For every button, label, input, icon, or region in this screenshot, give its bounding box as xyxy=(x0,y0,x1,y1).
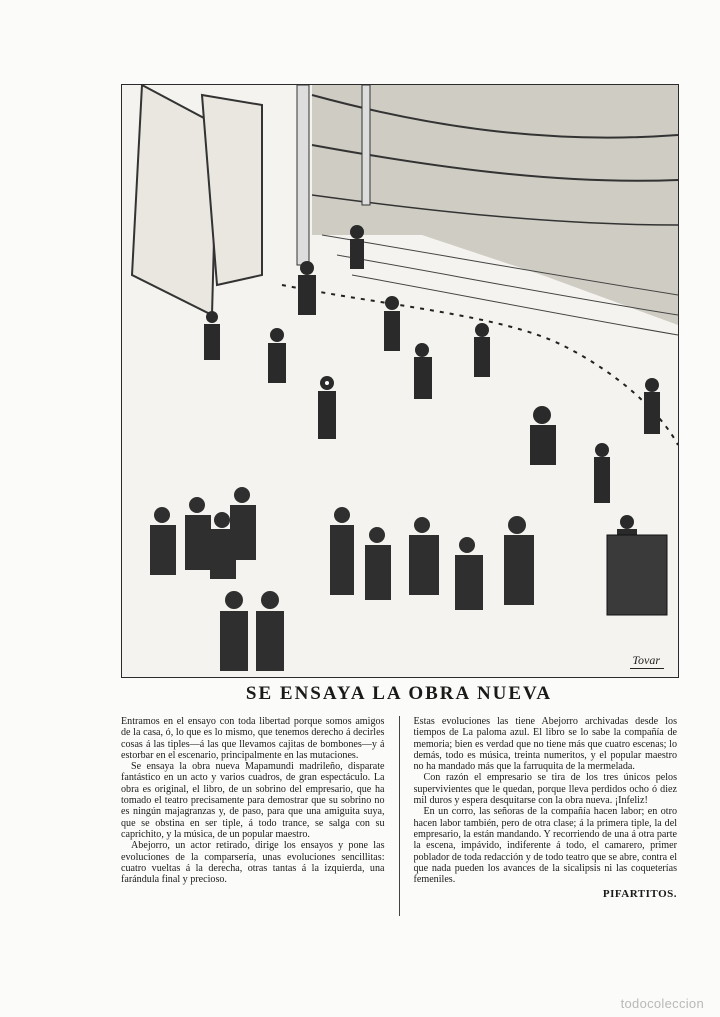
paragraph: Con razón el empresario se tira de los tres únicos pelos supervivientes que le quedan, porque lleva perdidos ocho ó diez mil duros y espera desquitarse con la obra nueva. ¡Infeliz! xyxy=(413,772,677,807)
artist-signature: Tovar xyxy=(630,653,664,669)
paragraph: Estas evoluciones las tiene Abejorro archivadas desde los tiempos de La paloma azul. El libro se lo sabe la compañía de memoria; bien es verdad que no tiene más que cuatro escenas; lo demás, todo es música, treinta numeritos, y el popular maestro no ha mandado más que la farruquita de la mermelada. xyxy=(413,716,677,773)
article-column-left xyxy=(121,716,385,916)
article-title: SE ENSAYA LA OBRA NUEVA xyxy=(245,683,553,704)
paragraph: En un corro, las señoras de la compañía hacen labor; en otro hacen labor también, pero de otra clase; á la primera tiple, la del empresario, la están mandando. Y recorriendo de una á otra parte la escena, impávido, indiferente á todo, el camarero, primer poblador de toda redacción y de todo teatro que se abre, contra el que nada pueden los avances de la sicalipsis ni las coqueterías femeniles. xyxy=(413,806,677,886)
illustration-drawing xyxy=(122,85,678,677)
paragraph: Entramos en el ensayo con toda libertad porque somos amigos de la casa, ó, lo que es lo mismo, que tenemos derecho á decirles cosas á las tiples—á las que llevamos cajitas de bombones—y á estorbar en el escenario, principalmente en las mutaciones. xyxy=(121,716,385,761)
article-column-right xyxy=(414,716,678,916)
paragraph: Se ensaya la obra nueva Mapamundi madrileño, disparate fantástico en un acto y varios cuadros, de gran espectáculo. La obra es original, el libro, de un sobrino del empresario, que ha tomado el teatro precisamente para demostrar que su sobrino no es ningún majagranzas y, de paso, para que una amiguita suya, que se obstina en ser tiple, á todo trance, se salga con su caprichito, y la música, de un popular maestro. xyxy=(121,761,385,840)
column-divider xyxy=(399,716,400,916)
watermark-logo: todocoleccion xyxy=(620,996,704,1011)
theater-rehearsal-illustration xyxy=(121,84,679,678)
paragraph: Abejorro, un actor retirado, dirige los ensayos y pone las evoluciones de la comparsería, unas evoluciones sencillitas: cuatro vueltas á la derecha, otras tantas á la izquierda, una farándula final y precioso. xyxy=(121,840,385,886)
author-signature: PIFARTITOS. xyxy=(602,888,677,901)
article-body xyxy=(121,716,677,916)
